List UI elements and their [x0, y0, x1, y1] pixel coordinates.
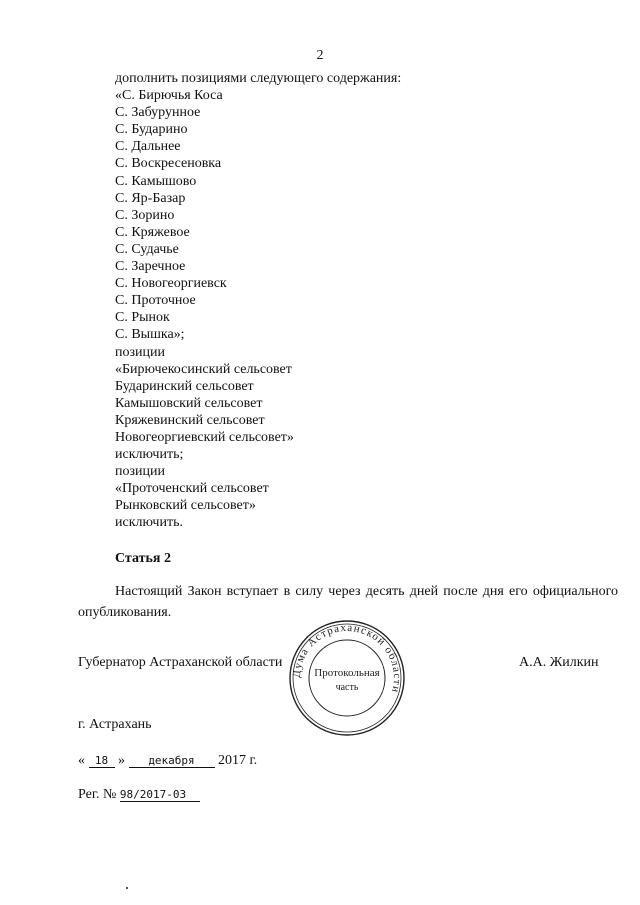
date-month: декабря [129, 754, 215, 768]
signatory-name: А.А. Жилкин [519, 655, 599, 670]
amendment-text [115, 70, 401, 532]
protocol-seal [287, 618, 407, 738]
text-line: «Проточенский сельсовет [115, 481, 269, 497]
text-line: С. Дальнее [115, 139, 181, 155]
page-number: 2 [316, 48, 324, 63]
text-line: исключить. [115, 515, 183, 531]
text-line: С. Заречное [115, 259, 186, 275]
text-line: С. Проточное [115, 293, 196, 309]
signing-date [78, 753, 257, 769]
seal-stamp-icon [287, 618, 407, 738]
article-text: Настоящий Закон вступает в силу через десять дней после дня его официального опубликования. [78, 584, 618, 620]
text-line: С. Рынок [115, 310, 170, 326]
text-line: Камышовский сельсовет [115, 395, 263, 411]
text-line: исключить; [115, 447, 184, 463]
seal-inner-line1: Протокольная [314, 667, 380, 679]
article-heading: Статья 2 [115, 551, 171, 566]
text-line: С. Вышка»; [115, 327, 185, 343]
registration-label: Рег. № [78, 787, 117, 802]
date-year: 2017 г. [218, 753, 258, 768]
text-line: Рынковский сельсовет» [115, 498, 256, 514]
signatory-title: Губернатор Астраханской области [78, 655, 283, 670]
date-open-quote: « [78, 753, 85, 768]
text-line: позиции [115, 344, 165, 360]
text-line: С. Камышово [115, 173, 197, 189]
article-paragraph [78, 581, 618, 623]
date-close-quote: » [118, 753, 125, 768]
text-line: Новогеоргиевский сельсовет» [115, 429, 294, 445]
scan-speck [126, 887, 128, 889]
text-line: Бударинский сельсовет [115, 378, 254, 394]
text-line: С. Бударино [115, 122, 188, 138]
text-line: дополнить позициями следующего содержания: [115, 71, 402, 86]
seal-outer-text: Дума Астраханской области [290, 621, 404, 695]
registration-number: 98/2017-03 [120, 788, 200, 802]
registration-line [78, 787, 200, 803]
text-line: С. Судачье [115, 241, 179, 257]
text-line: С. Новогеоргиевск [115, 276, 227, 292]
seal-inner-line2: часть [335, 682, 359, 693]
text-line: С. Воскресеновка [115, 156, 222, 172]
text-line: С. Зорино [115, 207, 175, 223]
date-day: 18 [89, 754, 115, 768]
text-line: «Бирючекосинский сельсовет [115, 361, 292, 377]
city-label: г. Астрахань [78, 717, 152, 732]
text-line: «С. Бирючья Коса [115, 88, 223, 104]
text-line: Кряжевинский сельсовет [115, 412, 265, 428]
text-line: С. Кряжевое [115, 224, 190, 240]
text-line: С. Яр-Базар [115, 190, 186, 206]
text-line: позиции [115, 464, 165, 480]
text-line: С. Забурунное [115, 105, 201, 121]
